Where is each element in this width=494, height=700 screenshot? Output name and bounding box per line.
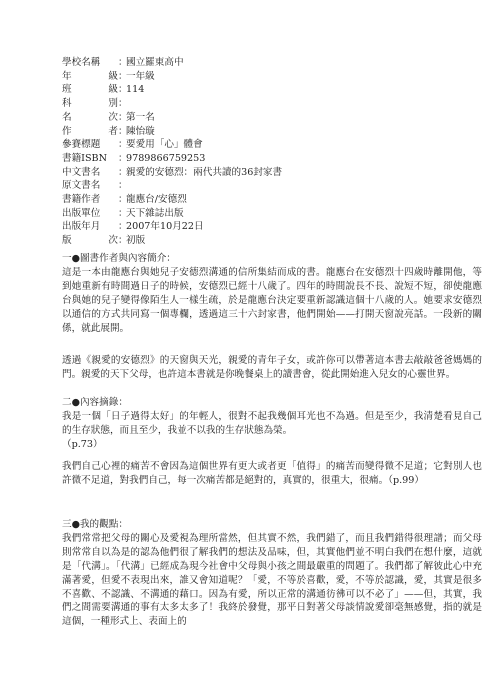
- book-info-value: 一年級: [126, 70, 155, 82]
- paragraph: 透過《親愛的安德烈》的天窗與天光，親愛的青年子女，或許你可以帶著這本書去敲敲爸爸媽媽的門。親愛的天下父母，也許這本書就是你晚餐桌上的讀書會，從此開始進入兒女的心靈世界。: [62, 355, 482, 380]
- book-info-label: 班 級: [62, 84, 118, 96]
- book-info-value: 陳怡璇: [126, 125, 155, 137]
- book-info-row: [62, 56, 482, 70]
- separator: ：: [118, 125, 128, 137]
- book-info-label: 年 級: [62, 70, 118, 82]
- book-info-value: 天下雜誌出版: [126, 207, 184, 219]
- book-info-row: [62, 70, 482, 84]
- section-heading: 二●內容摘錄：: [62, 397, 128, 408]
- section-heading: 一●圖書作者與內容簡介：: [62, 253, 176, 264]
- book-info-row: [62, 193, 482, 207]
- separator: ：: [118, 194, 128, 206]
- book-info-label: 參賽標題: [62, 139, 101, 151]
- book-info-label: 學校名稱: [62, 57, 101, 68]
- book-info-value: 龍應台/安德烈: [126, 194, 187, 206]
- quote: 我是一個「日子過得太好」的年輕人，很對不起我幾個耳光也不為過。但是至少，我清楚看見自己的生存狀態，而且至少，我並不以我的生存狀態為榮。 （p.73）: [62, 410, 482, 450]
- book-info-value: 114: [126, 84, 145, 96]
- book-info-row: [62, 138, 482, 152]
- section-introduction-continued: [62, 354, 482, 382]
- separator: ：: [118, 111, 128, 123]
- book-info-row: [62, 179, 482, 193]
- book-info-row: [62, 234, 482, 248]
- book-info-row: [62, 220, 482, 234]
- book-info-label: 作 者: [62, 125, 118, 137]
- paragraph: 這是一本由龍應台與她兒子安德烈溝通的信所集結而成的書。龍應台在安德烈十四歲時離開他，等到她重新有時間過日子的時候，安德烈已經十八歲了。四年的時間說長不長、說短不短，卻使龍應台與她的兒子變得像陌生人一樣生疏，於是龍應台決定要重新認識這個十八歲的人。她要求安德烈以通信的方式共同寫一個專欄，透過這三十六封家書，他們開始——打開天窗說亮話。一段新的關係，就此展開。: [62, 266, 482, 334]
- book-info-label: 書籍作者: [62, 194, 101, 206]
- book-info-value: [126, 179, 482, 193]
- book-info-value: 親愛的安德烈：兩代共讀的36封家書: [126, 166, 283, 178]
- book-info-row: [62, 207, 482, 221]
- book-info-row: [62, 166, 482, 180]
- separator: ：: [118, 57, 128, 68]
- book-info-label: 中文書名: [62, 166, 101, 178]
- separator: ：: [118, 84, 128, 96]
- section-heading: 三●我的觀點：: [62, 519, 128, 530]
- section-introduction: [62, 252, 482, 335]
- book-info-list: [62, 56, 482, 248]
- section-excerpts-quote-2: [62, 460, 482, 488]
- book-info-row: [62, 152, 482, 166]
- book-info-label: 原文書名: [62, 180, 101, 192]
- book-info-label: 書籍ISBN: [62, 152, 107, 164]
- book-info-row: [62, 83, 482, 97]
- book-info-label: 版 次: [62, 235, 118, 247]
- separator: ：: [118, 139, 128, 151]
- book-info-label: 出版年月: [62, 221, 101, 233]
- book-info-label: 科 別: [62, 98, 118, 110]
- paragraph: 我們常常把父母的關心及愛視為理所當然，但其實不然，我們錯了，而且我們錯得很理譜；而父母則常常自以為是的認為他們很了解我們的想法及品味，但，其實他們並不明白我們在想什麼，這就是「代溝」。「代溝」已經成為現今社會中父母與小孩之間最嚴重的問題了。我們都了解彼此心中充滿著愛，但愛不表現出來，誰又會知道呢？「愛，不等於喜歡，愛，不等於認識，愛，其實是很多不喜歡、不認識、不溝通的藉口。因為有愛，所以正常的溝通彷彿可以不必了」——但，其實，我們之間需要溝通的事有太多太多了！我終於發覺，那平日對著父母談情說愛卻毫無感覺，指的就是這個，一種形式上、表面上的: [62, 532, 482, 628]
- separator: ：: [118, 152, 128, 164]
- section-opinion: [62, 518, 482, 629]
- book-info-value: 9789866759253: [126, 152, 206, 164]
- separator: ：: [118, 207, 128, 219]
- separator: ：: [118, 180, 128, 192]
- page-citation: （p.73）: [62, 438, 103, 450]
- section-excerpts: [62, 396, 482, 452]
- separator: ：: [118, 166, 128, 178]
- separator: ：: [118, 235, 128, 247]
- book-info-value: 第一名: [126, 111, 155, 123]
- book-info-row: [62, 97, 482, 111]
- book-info-label: 名 次: [62, 111, 118, 123]
- book-info-row: [62, 111, 482, 125]
- quote: 我們自己心裡的痛苦不會因為這個世界有更大或者更「值得」的痛苦而變得微不足道；它對別人也許微不足道，對我們自己，每一次痛苦都是絕對的，真實的，很重大，很痛。（p.99）: [62, 461, 482, 486]
- book-info-value: 2007年10月22日: [126, 221, 204, 233]
- book-info-value: 國立羅東高中: [126, 57, 184, 68]
- separator: ：: [118, 70, 128, 82]
- book-info-row: [62, 125, 482, 139]
- separator: ：: [118, 98, 128, 110]
- book-info-value: 初版: [126, 235, 146, 247]
- book-info-value: [126, 97, 482, 111]
- separator: ：: [118, 221, 128, 233]
- book-info-label: 出版單位: [62, 207, 101, 219]
- book-info-value: 要愛用「心」體會: [126, 139, 203, 151]
